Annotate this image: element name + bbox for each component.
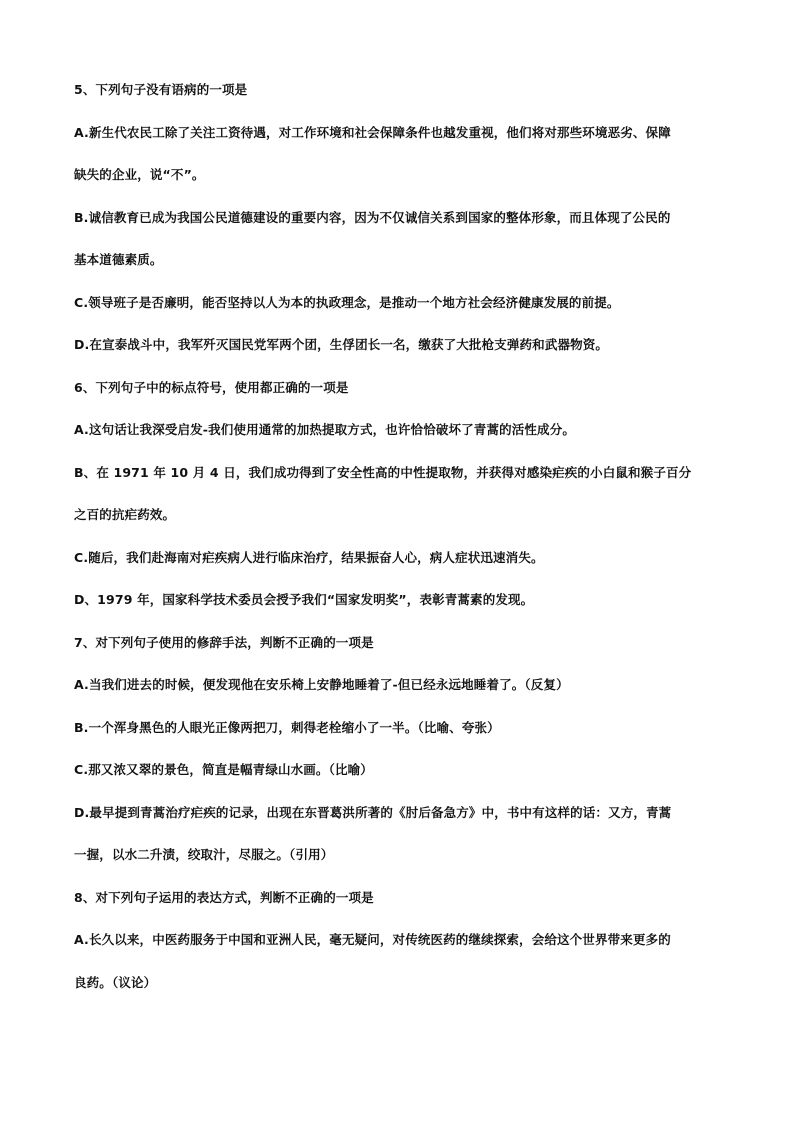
question-7-option-c: C.那又浓又翠的景色，简直是幅青绿山水画。（比喻）: [74, 762, 373, 777]
question-5-option-d: D.在宣泰战斗中，我军歼灭国民党军两个团，生俘团长一名，缴获了大批枪支弹药和武器物资。: [74, 337, 609, 352]
question-8-option-a: A.长久以来，中医药服务于中国和亚洲人民，毫无疑问，对传统医药的继续探索，会给这个世界带来更多的: [74, 932, 671, 947]
question-6-option-d: D、1979 年，国家科学技术委员会授予我们“国家发明奖”，表彰青蒿素的发现。: [74, 592, 534, 607]
question-5-option-a-cont: 缺失的企业，说“不”。: [74, 167, 205, 182]
question-7-option-b: B.一个浑身黑色的人眼光正像两把刀，刺得老栓缩小了一半。（比喻、夸张）: [74, 720, 500, 735]
question-7-option-a: A.当我们进去的时候，便发现他在安乐椅上安静地睡着了-但已经永远地睡着了。（反复）: [74, 677, 569, 692]
question-6-stem: 6、下列句子中的标点符号，使用都正确的一项是: [74, 380, 349, 395]
question-5-option-b-cont: 基本道德素质。: [74, 252, 163, 267]
question-6-option-a: A.这句话让我深受启发-我们使用通常的加热提取方式，也许恰恰破坏了青蒿的活性成分。: [74, 422, 575, 437]
question-6-option-b: B、在 1971 年 10 月 4 日，我们成功得到了安全性高的中性提取物，并获得对感染疟疾的小白鼠和猴子百分: [74, 465, 692, 480]
question-7-option-d-cont: 一握，以水二升渍，绞取汁，尽服之。（引用）: [74, 847, 334, 862]
question-6-option-c: C.随后，我们赴海南对疟疾病人进行临床治疗，结果振奋人心，病人症状迅速消失。: [74, 550, 544, 565]
question-6-option-b-cont: 之百的抗疟药效。: [74, 507, 176, 522]
question-5-option-b: B.诚信教育已成为我国公民道德建设的重要内容，因为不仅诚信关系到国家的整体形象，而且体现了公民的: [74, 210, 671, 225]
question-8-option-a-cont: 良药。（议论）: [74, 975, 157, 990]
question-8-stem: 8、对下列句子运用的表达方式，判断不正确的一项是: [74, 890, 374, 905]
question-7-stem: 7、对下列句子使用的修辞手法，判断不正确的一项是: [74, 635, 374, 650]
question-5-stem: 5、下列句子没有语病的一项是: [74, 82, 248, 97]
question-7-option-d: D.最早提到青蒿治疗疟疾的记录，出现在东晋葛洪所著的《肘后备急方》中，书中有这样的话：又方，青蒿: [74, 805, 672, 820]
question-5-option-c: C.领导班子是否廉明，能否坚持以人为本的执政理念，是推动一个地方社会经济健康发展的前提。: [74, 295, 620, 310]
question-5-option-a: A.新生代农民工除了关注工资待遇，对工作环境和社会保障条件也越发重视，他们将对那些环境恶劣、保障: [74, 125, 671, 140]
